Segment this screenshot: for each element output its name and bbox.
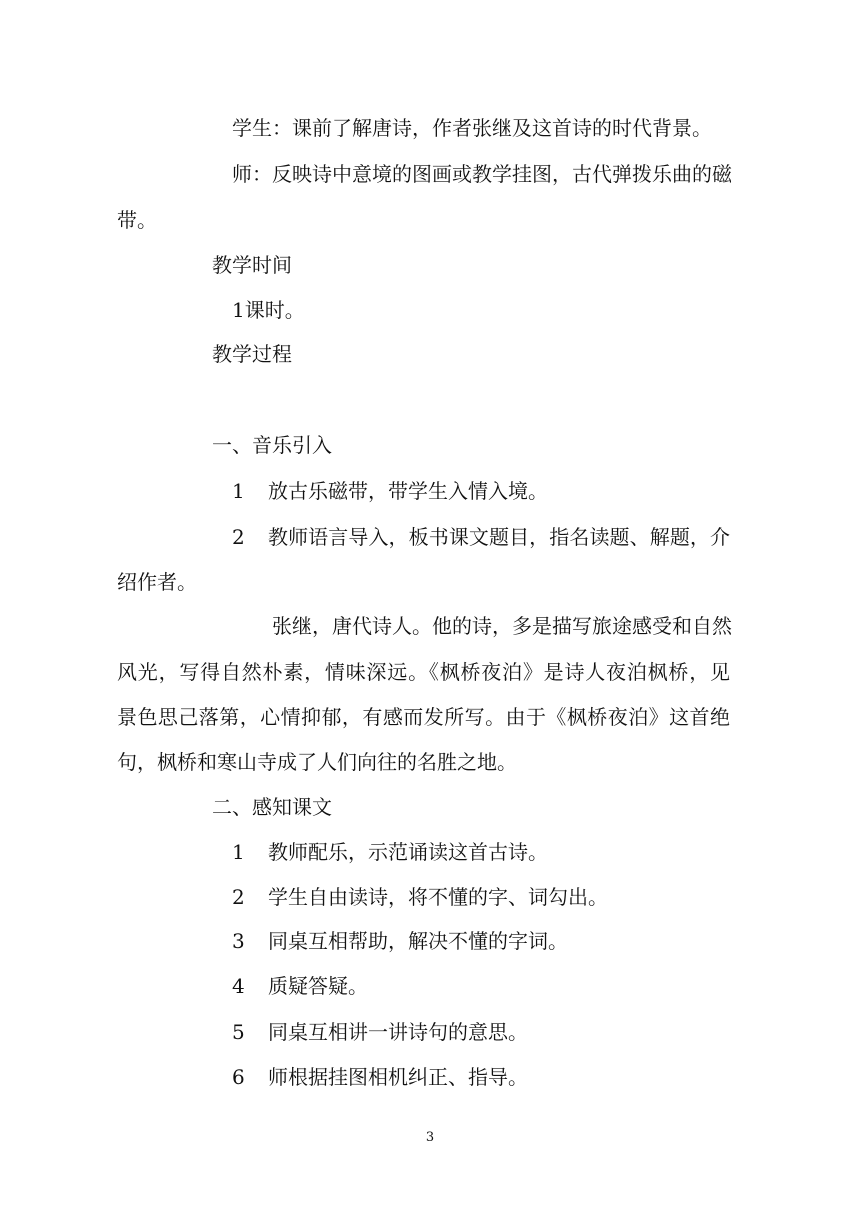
- step-number: 5: [232, 1020, 245, 1044]
- step-number: 1: [232, 840, 245, 864]
- section-1-step-2-line-1: [232, 525, 730, 549]
- section-2-step: [232, 1020, 528, 1044]
- step-number: 6: [232, 1065, 245, 1089]
- section-2-step: [232, 885, 608, 909]
- author-intro-line-2: 风光，写得自然朴素，情味深远。《枫桥夜泊》是诗人夜泊枫桥，见: [117, 660, 730, 684]
- step-text: 质疑答疑。: [268, 974, 368, 998]
- section-2-step: [232, 929, 568, 953]
- author-intro-line-4: 句，枫桥和寒山寺成了人们向往的名胜之地。: [117, 750, 517, 774]
- step-text: 同桌互相帮助，解决不懂的字词。: [268, 929, 568, 953]
- teaching-process-heading: 教学过程: [212, 342, 292, 366]
- step-number: 1: [232, 479, 245, 503]
- page-number: 3: [425, 1130, 435, 1145]
- step-text: 教师配乐，示范诵读这首古诗。: [268, 840, 548, 864]
- section-1-step-1: [232, 479, 548, 503]
- step-text: 同桌互相讲一讲诗句的意思。: [268, 1020, 528, 1044]
- teaching-time-value: 1课时。: [232, 298, 305, 322]
- step-text: 师根据挂图相机纠正、指导。: [268, 1065, 528, 1089]
- author-intro-line-3: 景色思己落第，心情抑郁，有感而发所写。由于《枫桥夜泊》这首绝: [117, 705, 730, 729]
- students-prep-paragraph: 学生：课前了解唐诗，作者张继及这首诗的时代背景。: [232, 116, 712, 140]
- teacher-prep-line-1: 师：反映诗中意境的图画或教学挂图，古代弹拨乐曲的磁: [232, 162, 732, 186]
- step-text: 学生自由读诗，将不懂的字、词勾出。: [268, 885, 608, 909]
- author-intro-line-1: 张继，唐代诗人。他的诗，多是描写旅途感受和自然: [272, 614, 732, 638]
- section-2-step: [232, 1065, 528, 1089]
- section-1-heading: 一、音乐引入: [212, 433, 332, 457]
- step-number: 2: [232, 885, 245, 909]
- section-2-heading: 二、感知课文: [212, 795, 332, 819]
- step-number: 2: [232, 525, 245, 549]
- section-2-step: [232, 974, 368, 998]
- teaching-time-heading: 教学时间: [212, 253, 292, 277]
- step-number: 4: [232, 974, 245, 998]
- step-text: 放古乐磁带，带学生入情入境。: [268, 479, 548, 503]
- step-number: 3: [232, 929, 245, 953]
- step-text: 教师语言导入，板书课文题目，指名读题、解题，介: [268, 525, 730, 549]
- section-2-step: [232, 840, 548, 864]
- teacher-prep-line-2: 带。: [117, 208, 157, 232]
- section-1-step-2-line-2: 绍作者。: [117, 570, 197, 594]
